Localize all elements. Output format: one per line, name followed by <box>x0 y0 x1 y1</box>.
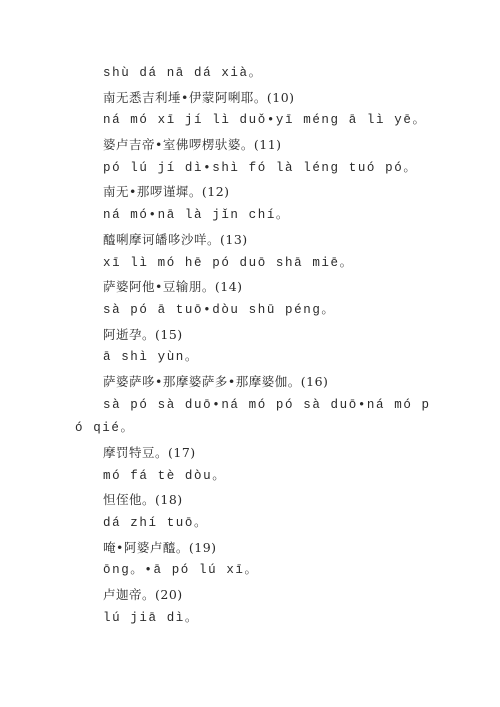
mantra-text <box>75 62 435 631</box>
pinyin-line: ā shì yùn。 <box>103 350 200 365</box>
verse-line: 南无•那啰谨墀。(12) <box>103 184 230 200</box>
pinyin-line: dá zhí tuō。 <box>103 516 209 531</box>
pinyin-line: ná mó•nā là jǐn chí。 <box>103 208 291 223</box>
pinyin-line: lú jiā dì。 <box>103 610 200 625</box>
pinyin-line: sà pó sà duō•ná mó pó sà duō•ná mó pó qié。 <box>75 397 431 436</box>
verse-line: 婆卢吉帝•室佛啰楞驮婆。(11) <box>103 137 282 153</box>
pinyin-line: mó fá tè dòu。 <box>103 468 227 483</box>
verse-line: 南无悉吉利埵•伊蒙阿唎耶。(10) <box>103 89 295 105</box>
verse-line: 唵•阿婆卢醯。(19) <box>103 539 217 555</box>
pinyin-line: pó lú jí dì•shì fó là léng tuó pó。 <box>103 160 418 175</box>
verse-line: 萨婆萨哆•那摩婆萨多•那摩婆伽。(16) <box>103 373 329 389</box>
verse-line: 醯唎摩诃皤哆沙咩。(13) <box>103 231 248 247</box>
verse-line: 摩罚特豆。(17) <box>103 445 196 461</box>
pinyin-line: xī lì mó hē pó duō shā miē。 <box>103 255 354 270</box>
pinyin-line: ná mó xī jí lì duǒ•yī méng ā lì yē。 <box>103 113 427 128</box>
pinyin-line: shù dá nā dá xià。 <box>103 66 263 80</box>
verse-line: 怛侄他。(18) <box>103 492 183 508</box>
verse-line: 阿逝孕。(15) <box>103 326 183 342</box>
pinyin-line-wrapped <box>75 394 435 441</box>
pinyin-line: sà pó ā tuō•dòu shū péng。 <box>103 302 336 317</box>
verse-line: 卢迦帝。(20) <box>103 587 183 603</box>
verse-line: 萨婆阿他•豆输朋。(14) <box>103 279 243 295</box>
pinyin-line: ōng。•ā pó lú xī。 <box>103 563 259 578</box>
